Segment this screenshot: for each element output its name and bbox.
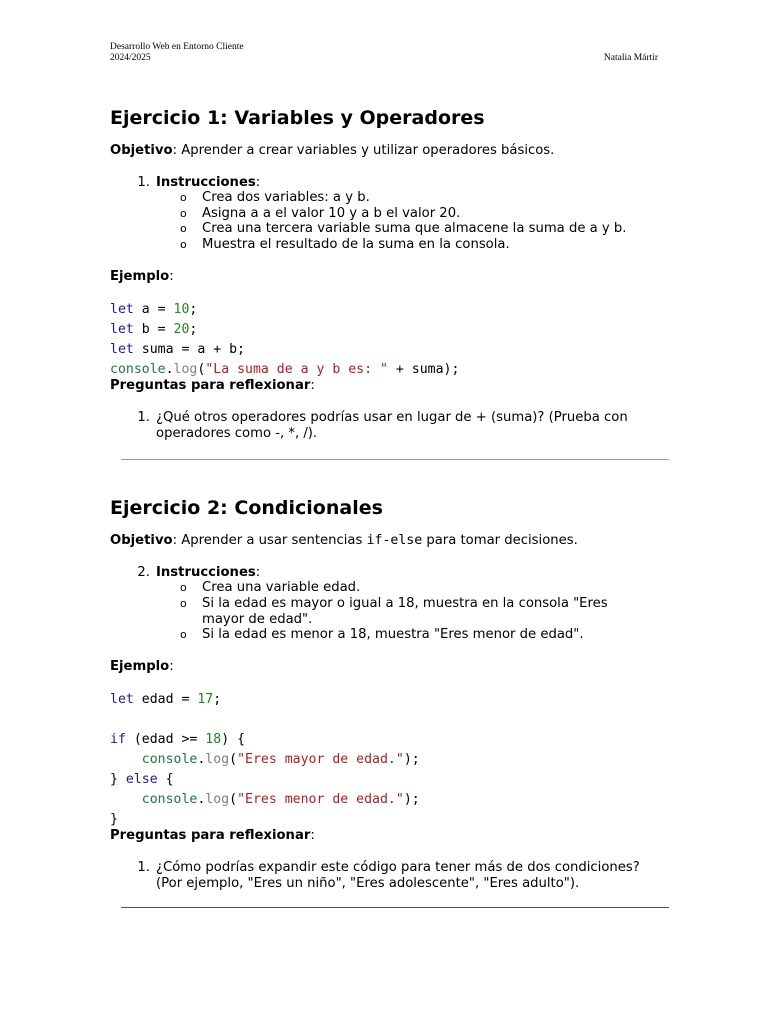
objective-label: Objetivo [110, 533, 173, 548]
instructions-number: 2. [137, 565, 150, 580]
example-heading: Ejemplo: [110, 269, 174, 284]
code-line: if (edad >= 18) { [110, 732, 246, 747]
code-block [110, 300, 459, 380]
questions-heading: Preguntas para reflexionar: [110, 828, 315, 843]
list-item: Si la edad es mayor o igual a 18, muestra en la consola "Eres mayor de edad". [202, 596, 608, 627]
code-line-blank [110, 710, 420, 730]
horizontal-divider [121, 459, 669, 460]
list-item: Crea una tercera variable suma que almacene la suma de a y b. [202, 221, 627, 236]
academic-year: 2024/2025 [110, 53, 151, 63]
list-item: Asigna a a el valor 10 y a b el valor 20. [202, 206, 461, 221]
list-item: Crea dos variables: a y b. [202, 190, 370, 205]
questions-heading: Preguntas para reflexionar: [110, 378, 315, 393]
instructions-heading: Instrucciones: [156, 565, 261, 580]
code-block [110, 690, 420, 830]
list-item: Crea una variable edad. [202, 580, 361, 595]
list-item: Muestra el resultado de la suma en la consola. [202, 237, 510, 252]
code-line: } [110, 812, 118, 827]
inline-code: if-else [366, 533, 423, 548]
code-line: let b = 20; [110, 322, 198, 337]
exercise-1-section [110, 106, 670, 441]
bullet-marker: o [180, 628, 187, 641]
bullet-marker: o [180, 597, 187, 610]
exercise-2-title: Ejercicio 2: Condicionales [110, 497, 383, 519]
instructions-number: 1. [137, 175, 150, 190]
exercise-1-title: Ejercicio 1: Variables y Operadores [110, 107, 485, 129]
bullet-marker: o [180, 191, 187, 204]
objective-label: Objetivo [110, 143, 173, 158]
question-number: 1. [137, 410, 150, 425]
code-line: let a = 10; [110, 302, 198, 317]
exercise-2-section [110, 496, 670, 891]
code-line: } else { [110, 772, 174, 787]
course-name: Desarrollo Web en Entorno Cliente [110, 42, 244, 52]
author-name: Natalia Mártir [603, 53, 658, 63]
bullet-marker: o [180, 207, 187, 220]
code-line: console.log("La suma de a y b es: " + suma); [110, 362, 460, 377]
code-line: console.log("Eres mayor de edad."); [141, 752, 420, 767]
horizontal-divider [121, 907, 669, 908]
bullet-marker: o [180, 238, 187, 251]
code-line: let edad = 17; [110, 692, 222, 707]
page-header [110, 42, 658, 64]
objective-text: : Aprender a crear variables y utilizar operadores básicos. [172, 143, 555, 158]
bullet-marker: o [180, 581, 187, 594]
question-text: ¿Qué otros operadores podrías usar en lugar de + (suma)? (Prueba con operadores como -, *, /). [156, 410, 628, 441]
exercise-2-objective: Objetivo: Aprender a usar sentencias if-else para tomar decisiones. [110, 533, 578, 548]
question-text: ¿Cómo podrías expandir este código para tener más de dos condiciones? (Por ejemplo, "Eres un niño", "Eres adolescente", "Eres adulto"). [156, 860, 640, 891]
code-line: console.log("Eres menor de edad."); [141, 792, 420, 807]
example-heading: Ejemplo: [110, 659, 174, 674]
exercise-1-objective [110, 143, 554, 159]
list-item: Si la edad es menor a 18, muestra "Eres menor de edad". [202, 627, 584, 642]
instructions-label: Instrucciones [156, 175, 256, 190]
question-number: 1. [137, 860, 150, 875]
bullet-marker: o [180, 222, 187, 235]
instructions-label: Instrucciones [156, 565, 256, 580]
code-line: let suma = a + b; [110, 342, 245, 357]
instructions-heading: Instrucciones: [156, 175, 261, 190]
